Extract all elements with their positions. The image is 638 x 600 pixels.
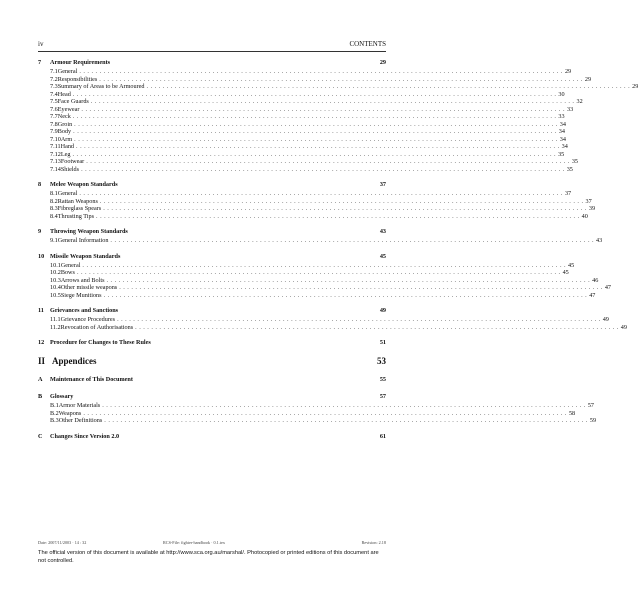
entry-page: 57 — [587, 402, 595, 409]
entry-number: 7.11 — [50, 143, 61, 150]
entry-title: Eyewear — [57, 105, 80, 113]
entry-title: Responsibilities — [57, 75, 98, 83]
entry-title: Fibreglass Spears — [57, 205, 102, 212]
entry-title: Armor Materials — [58, 402, 101, 409]
entry-number: 8.4 — [50, 212, 58, 220]
chapter-page: 51 — [379, 339, 386, 346]
chapter-page: 61 — [379, 432, 386, 440]
entry-title: Hand — [60, 143, 75, 150]
entry-title: Other missile weapons — [60, 284, 118, 291]
entry-title: Body — [57, 128, 72, 135]
footer-source: RCS-File: fighter-handbook · 0.1.tex — [163, 540, 225, 545]
dot-leader: ........................................................................................................................ — [103, 205, 589, 212]
table-of-contents — [38, 59, 638, 451]
entry-page: 59 — [589, 417, 597, 424]
entry-title: Bows — [60, 269, 75, 276]
entry-title: Weapons — [58, 409, 82, 417]
dot-leader: ........................................................................................................................ — [81, 105, 568, 113]
entry-page: 45 — [568, 261, 575, 269]
entry-page: 43 — [596, 237, 603, 244]
toc-entry[interactable] — [38, 323, 627, 333]
entry-page: 29 — [632, 83, 638, 90]
entry-page: 34 — [558, 128, 565, 135]
chapter-number: 12 — [38, 339, 45, 346]
chapter-number: 11 — [38, 307, 44, 314]
entry-page: 47 — [604, 284, 612, 291]
chapter-title: Missile Weapon Standards — [50, 252, 121, 260]
entry-number: 8.1 — [50, 190, 58, 197]
dot-leader: ........................................................................................................................ — [79, 190, 565, 197]
entry-title: General — [60, 261, 81, 269]
chapter-page: 29 — [379, 59, 386, 66]
entry-title: Head — [57, 90, 71, 98]
dot-leader: ........................................................................................................................ — [146, 83, 633, 90]
chapter-number: 9 — [38, 228, 42, 235]
entry-number: 11.2 — [50, 323, 61, 331]
dot-leader: ........................................................................................................................ — [99, 197, 586, 205]
entry-page: 46 — [592, 276, 599, 284]
chapter-number: B — [38, 393, 43, 400]
dot-leader: ........................................................................................................................ — [76, 269, 563, 276]
entry-page: 58 — [568, 409, 576, 417]
dot-leader: ........................................................................................................................ — [135, 323, 621, 331]
entry-number: 7.7 — [50, 113, 58, 120]
entry-page: 35 — [566, 165, 573, 173]
entry-number: 10.3 — [50, 276, 61, 284]
chapter-page: 49 — [379, 307, 386, 314]
entry-number: 8.2 — [50, 197, 58, 205]
entry-number: 7.13 — [50, 158, 61, 165]
chapter-page: 45 — [379, 252, 386, 260]
entry-page: 30 — [558, 90, 565, 98]
part-heading[interactable] — [38, 357, 386, 369]
entry-page: 29 — [564, 68, 572, 75]
entry-number: 7.8 — [50, 120, 58, 128]
header-rule — [38, 51, 386, 52]
entry-title: Siege Munitions — [60, 291, 102, 299]
entry-page: 49 — [620, 323, 627, 331]
entry-page: 33 — [567, 105, 574, 113]
entry-number: 7.5 — [50, 98, 58, 105]
chapter-page: 57 — [379, 393, 386, 400]
footer-date: Date: 2007/11/2003 · 14 : 32 — [38, 540, 87, 545]
chapter-number: 10 — [38, 252, 45, 260]
dot-leader: ........................................................................................................................ — [76, 143, 562, 150]
entry-number: 8.3 — [50, 205, 58, 212]
dot-leader: ........................................................................................................................ — [81, 165, 567, 173]
dot-leader: ........................................................................................................................ — [86, 158, 572, 165]
entry-number: 7.3 — [50, 83, 58, 90]
dot-leader: ........................................................................................................................ — [119, 284, 605, 291]
entry-title: Summary of Areas to be Armoured — [57, 83, 145, 90]
dot-leader: ........................................................................................................................ — [72, 113, 559, 120]
entry-number: 10.1 — [50, 261, 61, 269]
entry-number: 7.4 — [50, 90, 58, 98]
section-title: CONTENTS — [349, 40, 386, 48]
entry-title: Face Guards — [57, 98, 89, 105]
entry-number: 9.1 — [50, 237, 58, 244]
chapter-title: Throwing Weapon Standards — [50, 228, 128, 235]
entry-page: 34 — [559, 135, 566, 143]
entry-title: General — [57, 190, 78, 197]
entry-number: 7.14 — [50, 165, 61, 173]
entry-number: 7.10 — [50, 135, 61, 143]
dot-leader: ........................................................................................................................ — [110, 237, 597, 244]
chapter-page: 43 — [379, 228, 386, 235]
entry-title: Groin — [57, 120, 73, 128]
dot-leader: ........................................................................................................................ — [102, 402, 588, 409]
entry-title: Neck — [57, 113, 71, 120]
entry-number: B.2 — [50, 409, 59, 417]
entry-title: Revocation of Authorisations — [60, 323, 134, 331]
dot-leader: ........................................................................................................................ — [96, 212, 582, 220]
part-number: II — [38, 356, 46, 366]
dot-leader: ........................................................................................................................ — [72, 90, 559, 98]
toc-chapter[interactable] — [38, 434, 386, 443]
entry-number: 7.2 — [50, 75, 58, 83]
entry-page: 49 — [602, 316, 609, 323]
entry-number: 7.1 — [50, 68, 58, 75]
entry-page: 45 — [562, 269, 569, 276]
entry-page: 35 — [571, 158, 579, 165]
entry-page: 39 — [588, 205, 596, 212]
entry-title: Shields — [60, 165, 80, 173]
entry-page: 47 — [589, 291, 596, 299]
entry-page: 32 — [576, 98, 583, 105]
dot-leader: ........................................................................................................................ — [99, 75, 585, 83]
chapter-page: 55 — [379, 376, 386, 383]
entry-number: 7.6 — [50, 105, 58, 113]
entry-number: 10.5 — [50, 291, 61, 299]
toc-entry[interactable] — [38, 165, 573, 175]
footer-revision: Revision: 2.18 — [361, 540, 386, 545]
dot-leader: ........................................................................................................................ — [73, 128, 559, 135]
toc-entry[interactable] — [38, 291, 596, 301]
toc-entry[interactable] — [38, 237, 603, 246]
dot-leader: ........................................................................................................................ — [74, 135, 560, 143]
chapter-title: Changes Since Version 2.0 — [50, 432, 120, 440]
chapter-number: A — [38, 376, 43, 383]
entry-page: 35 — [558, 150, 565, 158]
entry-page: 33 — [558, 113, 565, 120]
entry-page: 29 — [584, 75, 592, 83]
entry-number: 7.9 — [50, 128, 58, 135]
entry-number: 11.1 — [50, 316, 61, 323]
dot-leader: ........................................................................................................................ — [79, 68, 565, 75]
entry-title: Arrows and Bolts — [60, 276, 105, 284]
section-gap — [38, 443, 386, 451]
entry-number: 7.12 — [50, 150, 61, 158]
toc-entry[interactable] — [38, 212, 588, 222]
chapter-title: Melee Weapon Standards — [50, 181, 118, 188]
chapter-title: Procedure for Changes to These Rules — [50, 339, 151, 346]
chapter-page: 37 — [379, 181, 386, 188]
page-footer — [38, 540, 386, 548]
entry-title: Leg — [60, 150, 71, 158]
toc-chapter[interactable] — [38, 377, 386, 386]
dot-leader: ........................................................................................................................ — [82, 261, 569, 269]
entry-page: 40 — [581, 212, 588, 220]
entry-number: 10.2 — [50, 269, 61, 276]
entry-title: General — [57, 68, 78, 75]
running-header — [38, 40, 386, 50]
entry-title: Arm — [60, 135, 73, 143]
dot-leader: ........................................................................................................................ — [90, 98, 577, 105]
dot-leader: ........................................................................................................................ — [106, 276, 593, 284]
toc-entry[interactable] — [38, 417, 597, 426]
entry-page: 37 — [585, 197, 592, 205]
entry-page: 37 — [564, 190, 572, 197]
entry-title: Thrusting Tips — [57, 212, 95, 220]
entry-page: 34 — [559, 120, 566, 128]
entry-number: B.3 — [50, 417, 59, 424]
entry-page: 34 — [561, 143, 568, 150]
entry-number: 10.4 — [50, 284, 61, 291]
chapter-number: 8 — [38, 181, 42, 188]
part-page: 53 — [377, 356, 386, 366]
dot-leader: ........................................................................................................................ — [74, 120, 560, 128]
chapter-number: C — [38, 432, 43, 440]
chapter-title: Grievances and Sanctions — [50, 307, 119, 314]
footer-notice: The official version of this document is available at http://www.sca.org.au/marshal/. Photocopied or printed editions of this document are not controlled. — [38, 550, 379, 564]
chapter-title: Armour Requirements — [50, 59, 111, 66]
entry-title: Grievance Procedures — [60, 316, 116, 323]
toc-chapter[interactable] — [38, 340, 386, 349]
section-gap — [38, 386, 386, 394]
entry-title: Rattan Weapons — [57, 197, 98, 205]
dot-leader: ........................................................................................................................ — [72, 150, 559, 158]
dot-leader: ........................................................................................................................ — [117, 316, 603, 323]
page-number: iv — [38, 40, 44, 48]
part-title: Appendices — [52, 356, 97, 366]
dot-leader: ........................................................................................................................ — [83, 409, 569, 417]
dot-leader: ........................................................................................................................ — [103, 291, 590, 299]
entry-title: Other Definitions — [58, 417, 103, 424]
entry-title: Footwear — [60, 158, 85, 165]
chapter-title: Glossary — [50, 393, 74, 400]
dot-leader: ........................................................................................................................ — [104, 417, 590, 424]
entry-title: General Information — [57, 237, 109, 244]
entry-number: B.1 — [50, 402, 59, 409]
chapter-number: 7 — [38, 59, 42, 66]
chapter-title: Maintenance of This Document — [50, 376, 133, 383]
